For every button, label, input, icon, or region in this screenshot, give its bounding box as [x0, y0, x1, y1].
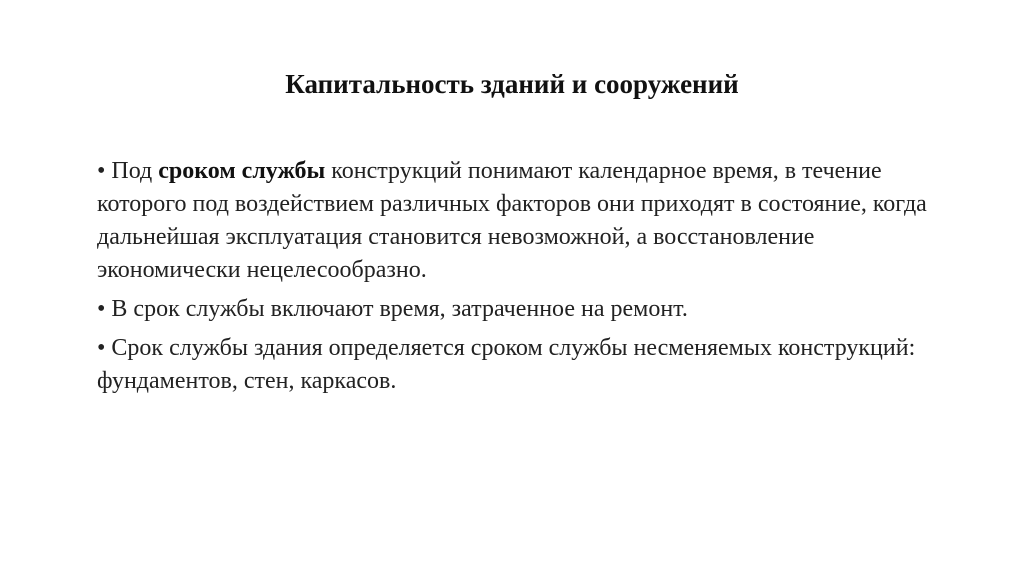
slide-title: Капитальность зданий и сооружений	[285, 69, 739, 99]
bullet-item-repair-time	[97, 293, 957, 326]
bullet-marker: •	[97, 335, 106, 361]
bullet-marker: •	[97, 296, 106, 322]
bullet-text-before: Под	[105, 158, 159, 184]
bullet-marker: •	[97, 158, 106, 184]
bullet-text: Срок службы здания определяется сроком службы несменяемых конструкций: фундаментов, стен, каркасов.	[97, 335, 916, 394]
bullet-text: В срок службы включают время, затраченное на ремонт.	[105, 296, 688, 322]
bullet-list	[97, 155, 957, 404]
bullet-item-service-life-definition	[97, 155, 957, 287]
bullet-emphasis: сроком службы	[158, 158, 326, 184]
bullet-text-after: конструкций понимают календарное время, в течение которого под воздействием различных факторов они приходят в состояние, когда дальнейшая эксплуатация становится невозможной, а восстановление экономически нецелесообразно.	[97, 158, 927, 283]
bullet-item-permanent-structures	[97, 332, 957, 398]
